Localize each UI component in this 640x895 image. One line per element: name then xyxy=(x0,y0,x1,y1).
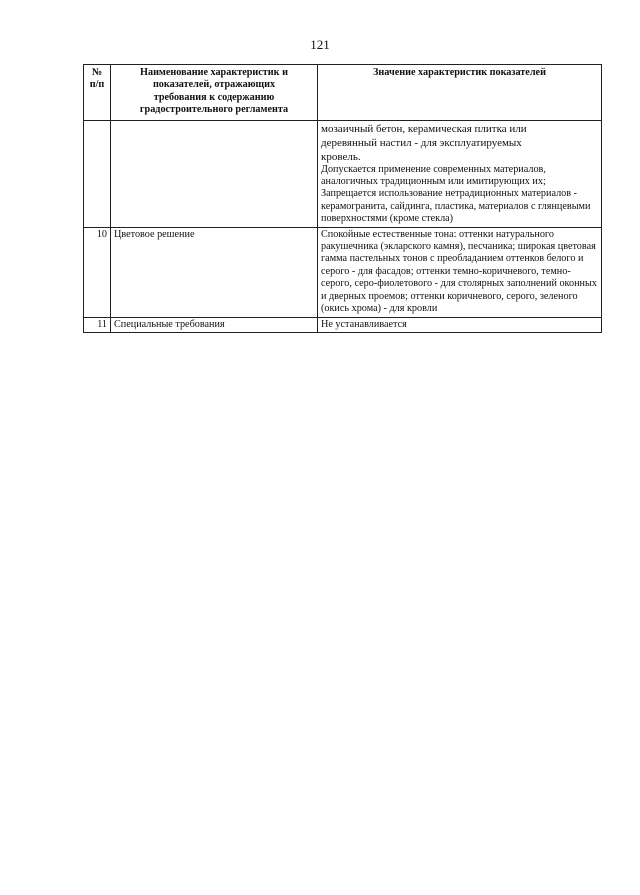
row-name-cell: Цветовое решение xyxy=(111,227,318,317)
header-name-line: градостроительного регламента xyxy=(139,104,289,116)
value-text-line: мозаичный бетон, керамическая плитка или xyxy=(321,122,527,135)
header-number xyxy=(84,65,111,121)
header-name xyxy=(111,65,318,121)
table-row-11 xyxy=(84,317,602,332)
header-number-abbrev: п/п xyxy=(89,79,105,91)
row-number-cell xyxy=(84,120,111,227)
row-name-cell: Специальные требования xyxy=(111,317,318,332)
table-header-row xyxy=(84,65,602,121)
value-paragraph: Допускается применение современных материалов, аналогичных традиционным или имитирующих их; xyxy=(321,163,546,188)
table-row-10 xyxy=(84,227,602,317)
header-number-symbol: № xyxy=(91,67,103,78)
header-value: Значение характеристик показателей xyxy=(318,65,602,121)
requirements-table xyxy=(83,64,602,333)
row-number-cell: 11 xyxy=(84,317,111,332)
header-name-line: показателей, отражающих xyxy=(152,79,276,91)
page-number: 121 xyxy=(310,37,330,52)
table-row-continuation xyxy=(84,120,602,227)
row-value-cell: Спокойные естественные тона: оттенки натурального ракушечника (экларского камня), песчаника; широкая цветовая гамма пастельных тонов с преобладанием оттенков белого и серого - для фасадов; оттенки темно-коричневого, темно-серого, серо-фиолетового - для столярных заполнений оконных и дверных проемов; оттенки коричневого, серого, зеленого (окись хрома) - для кровли xyxy=(318,227,602,317)
header-name-line: требования к содержанию xyxy=(153,91,275,103)
row-value-cell xyxy=(318,120,602,227)
header-name-line: Наименование характеристик и xyxy=(140,67,288,78)
row-value-cell: Не устанавливается xyxy=(318,317,602,332)
value-paragraph: Запрещается использование нетрадиционных материалов - керамогранита, сайдинга, пластика, материалов с глянцевыми поверхностями (кроме стекла) xyxy=(321,188,591,225)
row-name-cell xyxy=(111,120,318,227)
value-text-line: кровель. xyxy=(321,150,361,163)
value-text-line: деревянный настил - для эксплуатируемых xyxy=(321,136,522,149)
row-number-cell: 10 xyxy=(84,227,111,317)
